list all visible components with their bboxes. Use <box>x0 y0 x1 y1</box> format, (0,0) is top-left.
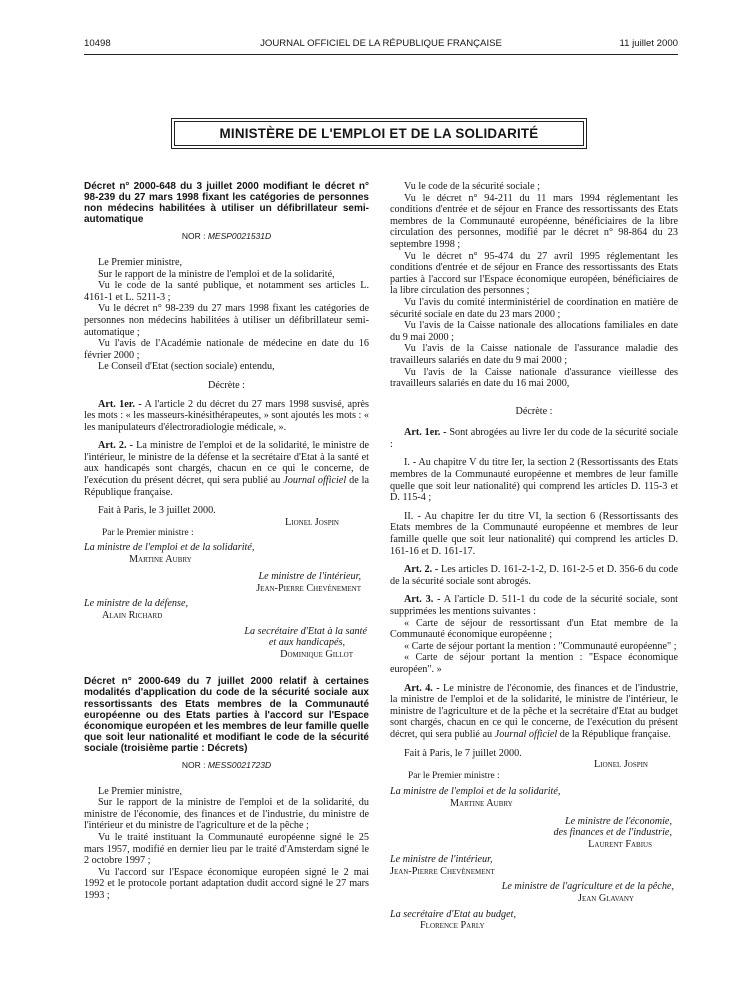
ministry-heading: MINISTÈRE DE L'EMPLOI ET DE LA SOLIDARITÉ <box>174 121 584 146</box>
article-text-end: de la République française. <box>559 728 671 740</box>
signature-role: Le ministre de la défense, <box>84 598 189 610</box>
signature-name: Jean-Pierre Chevènement <box>390 865 495 877</box>
article-4 <box>390 683 678 741</box>
par-premier-ministre: Par le Premier ministre : <box>102 528 194 539</box>
decrete: Décrète : <box>207 379 246 391</box>
header-rule <box>84 54 678 55</box>
signature-4 <box>390 881 678 904</box>
nor-code: MESS0021723D <box>207 760 272 771</box>
signature-role: La secrétaire d'Etat à la santé <box>244 625 367 637</box>
visa: Vu l'avis du comité interministériel de coordination en matière de sécurité sociale en date du 23 mars 2000 ; <box>390 296 678 320</box>
quoted-mention: « Carte de séjour portant la mention : "Communauté européenne" ; <box>404 640 677 652</box>
signature-role: et aux handicapés, <box>268 637 345 649</box>
visa: Vu l'accord sur l'Espace économique européen signé le 2 mai 1992 et le protocole portant adaptation dudit accord signé le 27 mars 1993 ; <box>84 866 369 901</box>
visa: Vu le décret n° 98-239 du 27 mars 1998 fixant les catégories de personnes non médecins habilitées à utiliser un défibrillateur semi-automatique ; <box>84 303 369 338</box>
article-text-end: de la République française. <box>84 475 370 498</box>
par-premier-ministre: Par le Premier ministre : <box>408 770 500 781</box>
issue-date: 11 juillet 2000 <box>619 38 678 49</box>
signature-name: Jean Glavany <box>577 893 634 905</box>
decrete: Décrète : <box>515 405 553 417</box>
signature-1 <box>390 786 678 809</box>
decree-2-nor <box>84 760 369 772</box>
nor-code: MESP0021531D <box>207 231 272 242</box>
signer-name: Lionel Jospin <box>594 759 648 771</box>
article-text: A l'article 2 du décret du 27 mars 1998 susvisé, après les mots : « les masseurs-kinésithérapeutes, » sont ajoutés les mots : « les manipulateurs d'électroradiologie médicale, ». <box>84 398 370 433</box>
fait-a-paris: Fait à Paris, le 7 juillet 2000. <box>404 747 522 759</box>
visa: Vu le décret n° 94-211 du 11 mars 1994 réglementant les conditions d'entrée et de séjour en France des ressortissants des Etats membres de la Communauté européenne, bénéficiaires de la libre circulation des personnes, modifié par le décret n° 98-864 du 23 septembre 1998 ; <box>390 192 678 250</box>
article-text: Les articles D. 161-2-1-2, D. 161-2-5 et D. 356-6 du code de la sécurité sociale sont abrogés. <box>390 564 679 587</box>
article-1 <box>84 399 369 434</box>
right-column <box>390 181 678 932</box>
visa: Le Premier ministre, <box>98 785 183 797</box>
signature-1 <box>84 542 369 565</box>
signature-role: Le ministre de l'intérieur, <box>390 854 493 866</box>
nor-label: NOR : <box>181 231 206 242</box>
signature-2 <box>84 571 369 594</box>
article-1-i: I. - Au chapitre V du titre Ier, la section 2 (Ressortissants des Etats membres de la Communauté européenne et membres de leur famille quelle que soit leur nationalité) qui comprend les articles D. 115-3 et D. 115-4 ; <box>390 457 678 504</box>
signature-role: Le ministre de l'économie, <box>564 815 672 827</box>
signature-3 <box>84 598 369 621</box>
signer-name: Lionel Jospin <box>285 516 339 528</box>
fait-a-paris: Fait à Paris, le 3 juillet 2000. <box>98 505 216 517</box>
visa: Vu l'avis de la Caisse nationale des allocations familiales en date du 9 mai 2000 ; <box>390 320 678 343</box>
visa: Vu l'avis de l'Académie nationale de médecine en date du 16 février 2000 ; <box>84 338 369 361</box>
article-label: Art. 4. - <box>404 682 440 694</box>
decree-1-nor <box>84 231 369 243</box>
signature-name: Florence Parly <box>420 920 485 932</box>
signature-name: Dominique Gillot <box>280 648 353 660</box>
visa: Vu le code de la sécurité sociale ; <box>404 181 541 192</box>
signature-role: Le ministre de l'intérieur, <box>258 571 361 583</box>
journal-title: JOURNAL OFFICIEL DE LA RÉPUBLIQUE FRANÇAISE <box>260 38 502 49</box>
journal-officiel: Journal officiel <box>283 475 347 487</box>
article-label: Art. 2. - <box>404 564 439 576</box>
article-text: Sont abrogées au livre Ier du code de la sécurité sociale : <box>390 427 679 450</box>
article-3 <box>390 594 678 617</box>
quoted-mention: « Carte de séjour de ressortissant d'un Etat membre de la Communauté économique européenne ; <box>390 617 678 641</box>
ministry-box <box>171 118 587 149</box>
visa: Vu le traité instituant la Communauté européenne signé le 25 mars 1957, modifié en dernier lieu par le traité d'Amsterdam signé le 2 octobre 1997 ; <box>84 832 369 867</box>
article-label: Art. 1er. - <box>404 427 447 439</box>
article-text: A l'article D. 511-1 du code de la sécurité sociale, sont supprimées les mentions suivantes : <box>390 594 678 617</box>
signature-name: Martine Aubry <box>129 553 192 565</box>
article-1-ii: II. - Au chapitre Ier du titre VI, la section 6 (Ressortissants des Etats membres de la Communauté européenne et membres de leur famille quelle que soit leur nationalité) qui comprend les articles D. 161-16 et D. 161-17. <box>390 510 678 557</box>
journal-officiel: Journal officiel <box>494 728 558 740</box>
visa: Le Conseil d'Etat (section sociale) entendu, <box>98 361 275 373</box>
article-2 <box>390 564 678 587</box>
article-label: Art. 2. - <box>98 440 134 452</box>
quoted-mention: « Carte de séjour portant la mention : "Espace économique européen". » <box>390 652 678 675</box>
decree-1-title: Décret n° 2000-648 du 3 juillet 2000 modifiant le décret n° 98-239 du 27 mars 1998 fixant les catégories de personnes non médecins habilitées à utiliser un défibrillateur semi-automatique <box>84 181 369 226</box>
article-text: Le ministre de l'économie, des finances et de l'industrie, la ministre de l'emploi et de la solidarité, le ministre de l'intérieur, le ministre de l'agriculture et de la pêche et la secrétaire d'Etat au budget sont chargés, chacun en ce qui le concerne, de l'exécution du présent décret, qui sera publié au <box>390 682 678 740</box>
signature-3 <box>390 854 678 877</box>
visa: Sur le rapport de la ministre de l'emploi et de la solidarité, du ministre de l'économie, des finances et de l'industrie, du ministre de l'intérieur et du ministre de l'agriculture et de la pêche ; <box>84 797 369 832</box>
signature-name: Alain Richard <box>102 610 163 621</box>
visa: Sur le rapport de la ministre de l'emploi et de la solidarité, <box>98 268 335 280</box>
signature-5 <box>390 909 678 932</box>
signature-role: Le ministre de l'agriculture et de la pêche, <box>501 881 674 893</box>
visa: Le Premier ministre, <box>98 256 183 268</box>
running-header <box>84 38 678 52</box>
signature-name: Laurent Fabius <box>588 838 652 850</box>
page-number: 10498 <box>84 38 111 49</box>
article-label: Art. 1er. - <box>98 398 142 410</box>
visa: Vu le code de la santé publique, et notamment ses articles L. 4161-1 et L. 5211-3 ; <box>84 280 369 303</box>
left-column <box>84 181 369 902</box>
article-label: Art. 3. - <box>404 594 441 606</box>
signature-role: La ministre de l'emploi et de la solidarité, <box>84 542 255 554</box>
signature-role: La ministre de l'emploi et de la solidarité, <box>390 786 561 798</box>
article-2 <box>84 440 369 498</box>
visa: Vu l'avis de la Caisse nationale de l'assurance maladie des travailleurs salariés en date du 9 mai 2000 ; <box>390 343 678 366</box>
visa: Vu le décret n° 95-474 du 27 avril 1995 réglementant les conditions d'entrée et de séjour en France des ressortissants des Etats parties à l'accord sur l'Espace économique européen, bénéficiaires de la libre circulation des personnes ; <box>390 250 678 297</box>
visa: Vu l'avis de la Caisse nationale d'assurance vieillesse des travailleurs salariés en date du 16 mai 2000, <box>390 366 678 390</box>
signature-2 <box>390 816 678 851</box>
signature-name: Jean-Pierre Chevènement <box>256 582 361 594</box>
article-text: La ministre de l'emploi et de la solidarité, le ministre de l'intérieur, le ministre de la défense et la secrétaire d'Etat à la santé et aux handicapés sont chargés, chacun en ce qui le concerne, de l'exécution du présent décret, qui sera publié au <box>84 440 370 487</box>
signature-4 <box>84 626 369 661</box>
decree-2-title: Décret n° 2000-649 du 7 juillet 2000 relatif à certaines modalités d'application du code de la sécurité sociale aux ressortissants des Etats membres de la Communauté européenne ou des Etats parties à l'accord sur l'Espace économique européen et les membres de leur famille quelle que soit leur nationalité et modifiant le code de la sécurité sociale (troisième partie : Décrets) <box>84 676 369 754</box>
signature-name: Martine Aubry <box>450 797 513 809</box>
article-1 <box>390 427 678 450</box>
signature-role: La secrétaire d'Etat au budget, <box>390 908 517 920</box>
signature-role: des finances et de l'industrie, <box>553 827 672 839</box>
nor-label: NOR : <box>181 760 206 771</box>
